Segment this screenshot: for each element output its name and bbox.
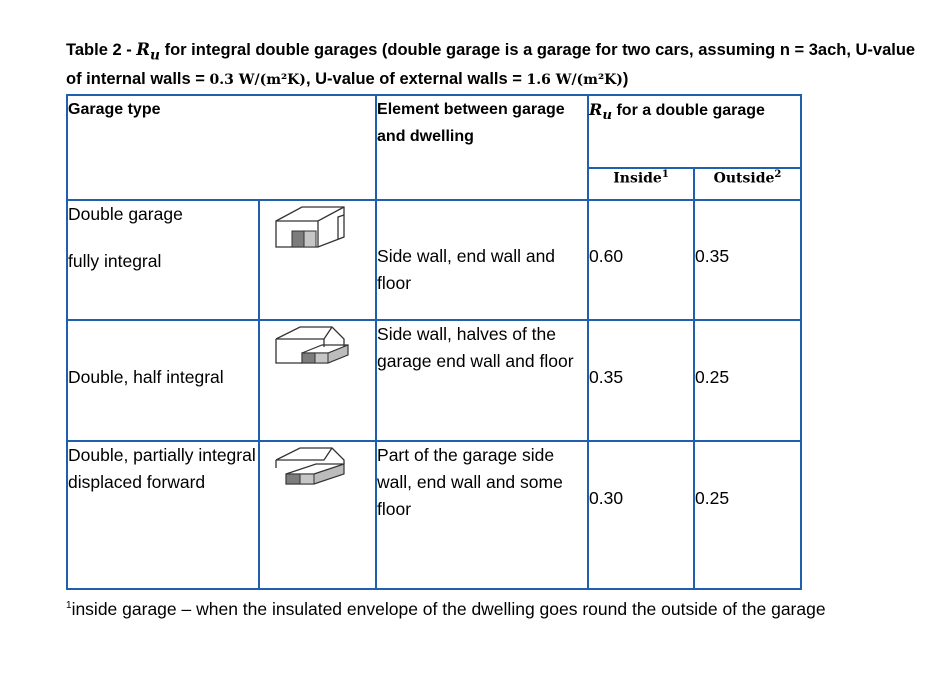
header-r-symbol: R bbox=[589, 100, 603, 119]
row3-outside: 0.25 bbox=[695, 488, 730, 508]
partially-integral-garage-icon bbox=[272, 444, 352, 488]
row1-element: Side wall, end wall and floor bbox=[377, 246, 556, 293]
footnote-text: inside garage – when the insulated envelope of the dwelling goes round the outside of the garage bbox=[71, 598, 826, 619]
header-outside-label: Outside bbox=[713, 170, 775, 187]
row2-element-cell bbox=[376, 320, 588, 441]
caption-prefix: Table 2 - bbox=[66, 41, 137, 59]
row3-outside-cell bbox=[694, 441, 801, 589]
table-row bbox=[67, 441, 801, 589]
table-row bbox=[67, 200, 801, 320]
header-inside bbox=[588, 168, 694, 200]
header-inside-sup: 1 bbox=[661, 169, 669, 180]
row3-element-cell bbox=[376, 441, 588, 589]
row1-element-cell bbox=[376, 200, 588, 320]
internal-u-value: 0.3 W/(m²K) bbox=[209, 72, 306, 89]
row2-icon-cell bbox=[259, 320, 376, 441]
half-integral-garage-icon bbox=[272, 323, 352, 367]
table-row bbox=[67, 320, 801, 441]
header-row bbox=[67, 95, 801, 168]
row2-inside-cell bbox=[588, 320, 694, 441]
row2-garage-type-cell bbox=[67, 320, 259, 441]
row1-garage-type bbox=[67, 200, 259, 320]
row3-element: Part of the garage side wall, end wall and some floor bbox=[377, 445, 563, 519]
row1-inside-cell bbox=[588, 200, 694, 320]
row1-inside: 0.60 bbox=[589, 246, 624, 266]
header-u-subscript: u bbox=[602, 107, 613, 124]
header-ru-text: for a double garage bbox=[612, 102, 765, 119]
row2-outside: 0.25 bbox=[695, 367, 730, 387]
row3-inside-cell bbox=[588, 441, 694, 589]
fully-integral-garage-icon bbox=[272, 203, 350, 251]
header-outside-sup: 2 bbox=[774, 169, 782, 180]
header-ru bbox=[588, 95, 801, 168]
footnote bbox=[66, 592, 896, 623]
row2-inside: 0.35 bbox=[589, 367, 624, 387]
row1-outside: 0.35 bbox=[695, 246, 730, 266]
caption-text-part1: for integral double garages (double garage is a garage for two cars, assuming n = 3ach, U-value of internal walls = bbox=[66, 41, 916, 89]
external-u-value: 1.6 W/(m²K) bbox=[526, 72, 623, 89]
caption-text-part2: , U-value of external walls = bbox=[305, 70, 527, 89]
row1-type-line2: fully integral bbox=[68, 251, 162, 271]
garage-table bbox=[66, 94, 802, 590]
header-element: Element between garage and dwelling bbox=[376, 95, 588, 200]
caption-r-symbol: R bbox=[136, 40, 151, 59]
header-inside-label: Inside bbox=[613, 170, 662, 187]
row1-icon-cell bbox=[259, 200, 376, 320]
row1-type-line1: Double garage bbox=[68, 204, 183, 224]
header-outside bbox=[694, 168, 801, 200]
row2-element: Side wall, halves of the garage end wall and floor bbox=[377, 324, 574, 371]
row2-garage-type: Double, half integral bbox=[68, 367, 224, 387]
row3-inside: 0.30 bbox=[589, 488, 624, 508]
table-caption bbox=[66, 38, 926, 92]
row3-garage-type-cell bbox=[67, 441, 259, 589]
row2-outside-cell bbox=[694, 320, 801, 441]
caption-text-part3: ) bbox=[622, 70, 629, 89]
row3-garage-type: Double, partially integral displaced forward bbox=[68, 445, 256, 492]
footnote-sup: 1 bbox=[66, 600, 72, 611]
caption-u-subscript: u bbox=[150, 47, 161, 64]
header-garage-type: Garage type bbox=[67, 95, 376, 200]
row3-icon-cell bbox=[259, 441, 376, 589]
row1-outside-cell bbox=[694, 200, 801, 320]
